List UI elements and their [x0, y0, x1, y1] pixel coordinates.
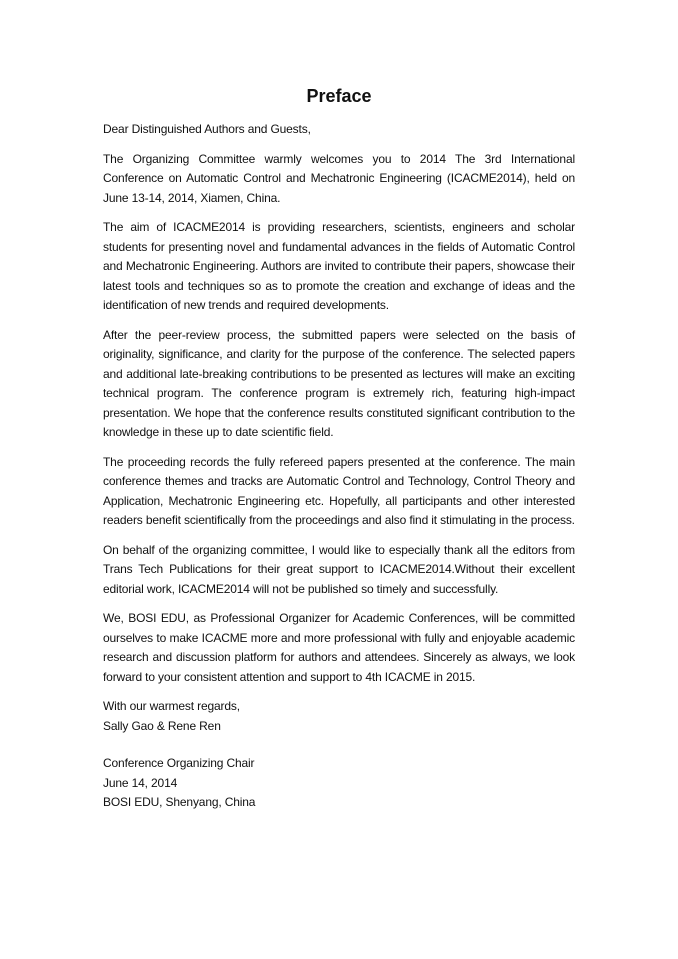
- closing-organization: BOSI EDU, Shenyang, China: [103, 795, 256, 809]
- paragraph-organizer: We, BOSI EDU, as Professional Organizer for Academic Conferences, will be committed ourselves to make ICACME more and more professional with fully and enjoyable academic research and discussion platform for authors and attendees. Sincerely as always, we look forward to your consistent attention and support to 4th ICACME in 2015.: [103, 611, 575, 684]
- closing-date: June 14, 2014: [103, 775, 178, 790]
- paragraph-review: After the peer-review process, the submitted papers were selected on the basis of originality, significance, and clarity for the purpose of the conference. The selected papers and additional late-breaking contributions to be presented as lectures will make an exciting technical program. The conference program is extremely rich, featuring high-impact presentation. We hope that the conference results constituted significant contribution to the knowledge in these up to date scientific field.: [103, 327, 575, 439]
- document-body: [103, 120, 575, 813]
- paragraph-welcome: The Organizing Committee warmly welcomes you to 2014 The 3rd International Conference on Automatic Control and Mechatronic Engineering (ICACME2014), held on June 13-14, 2014, Xiamen, China.: [103, 151, 575, 205]
- paragraph-aim: The aim of ICACME2014 is providing researchers, scientists, engineers and scholar students for presenting novel and fundamental advances in the fields of Automatic Control and Mechatronic Engineering. Authors are invited to contribute their papers, showcase their latest tools and techniques so as to promote the creation and exchange of ideas and the identification of new trends and required developments.: [103, 220, 575, 312]
- page-title: Preface: [306, 86, 372, 106]
- closing-spacer: [103, 736, 575, 754]
- paragraph-thanks: On behalf of the organizing committee, I would like to especially thank all the editors from Trans Tech Publications for their great support to ICACME2014.Without their excellent editorial work, ICACME2014 will not be published so timely and successfully.: [103, 542, 575, 596]
- paragraph-proceedings: The proceeding records the fully refereed papers presented at the conference. The main conference themes and tracks are Automatic Control and Technology, Control Theory and Application, Mechatronic Engineering etc. Hopefully, all participants and other interested readers benefit scientifically from the proceedings and also find it stimulating in the process.: [103, 454, 575, 527]
- closing-regards: With our warmest regards,: [103, 699, 240, 713]
- closing-block: [103, 697, 575, 813]
- closing-role: Conference Organizing Chair: [103, 756, 255, 770]
- closing-signatories: Sally Gao & Rene Ren: [103, 718, 221, 733]
- salutation: Dear Distinguished Authors and Guests,: [103, 122, 311, 136]
